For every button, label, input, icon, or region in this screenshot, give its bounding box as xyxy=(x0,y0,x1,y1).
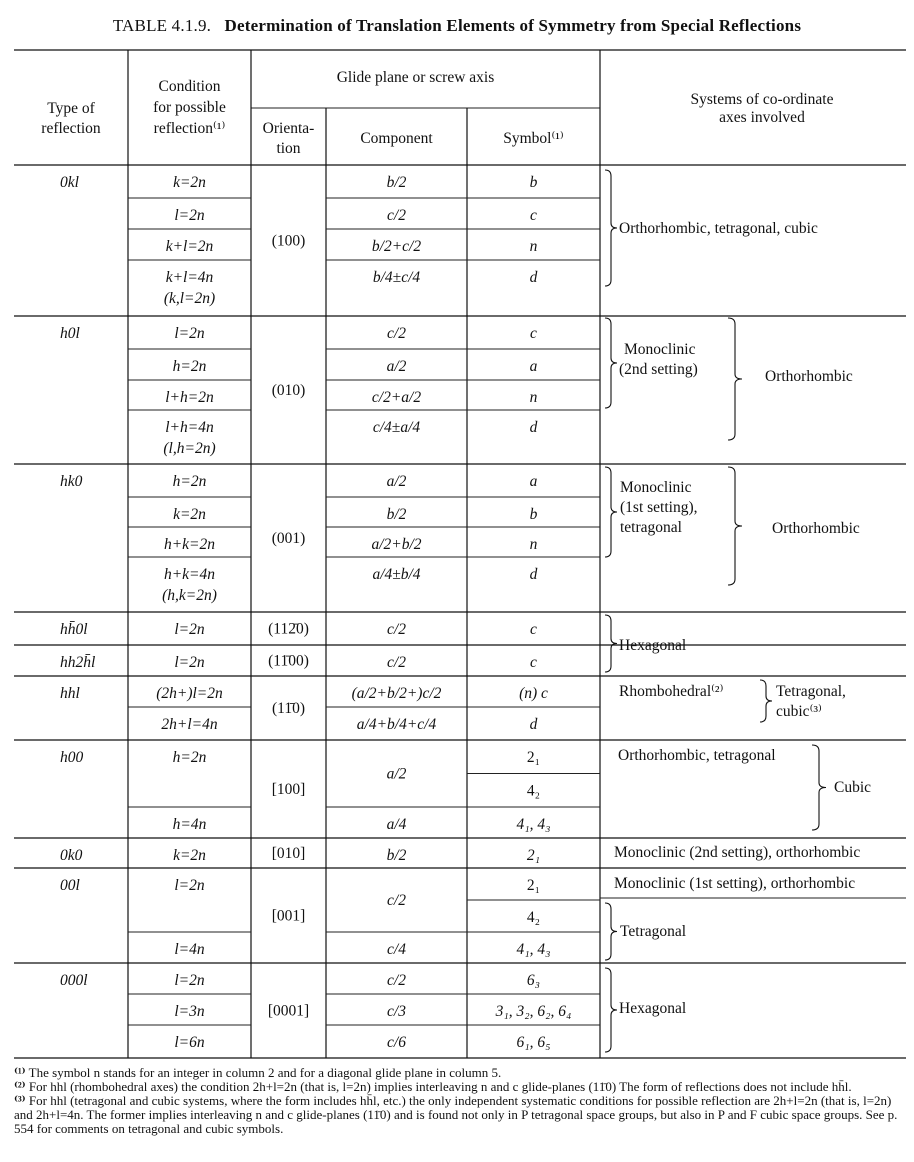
system-label: cubic⁽³⁾ xyxy=(776,703,822,720)
table-header xyxy=(41,69,833,157)
system-label: Orthorhombic, tetragonal xyxy=(618,747,776,764)
symbol: c xyxy=(530,207,537,224)
condition: k=2n xyxy=(173,506,206,523)
orientation: (010) xyxy=(271,382,306,399)
footnote-3: ⁽³⁾ For hhl (tetragonal and cubic systems, where the form includes hh̄l, etc.) the only independent systematic conditions for possible reflection are 2h+l=2n (that is, l=2n) and 2h+l=4n. The former implies interleaving n and c glide-planes (11̄0) and is found not only in P tetragonal space groups, but also in P and F cubic space groups. See p. 554 for comments on tetragonal and cubic symbols. xyxy=(14,1093,898,1136)
component: a/4±b/4 xyxy=(372,566,421,583)
condition: (l,h=2n) xyxy=(163,440,216,457)
condition: l=2n xyxy=(174,972,205,989)
component: b/2 xyxy=(386,506,407,523)
brace-hexagonal xyxy=(605,968,617,1052)
system-label: Tetragonal, xyxy=(776,683,846,700)
type-of-reflection: 000l xyxy=(60,972,88,989)
symbol: 2₁ xyxy=(526,749,541,766)
brace-tetragonal xyxy=(605,903,617,960)
system-label: Hexagonal xyxy=(619,1000,687,1017)
symbol: a xyxy=(529,473,538,490)
condition: k+l=4n xyxy=(165,269,214,286)
system-label: Rhombohedral⁽²⁾ xyxy=(619,683,724,700)
condition: h+k=4n xyxy=(163,566,216,583)
brace-cubic xyxy=(812,745,826,830)
condition: (k,l=2n) xyxy=(163,290,216,307)
symbol: 6₁, 6₅ xyxy=(516,1034,551,1051)
header-orientation: Orienta- xyxy=(262,120,315,137)
footnote-2: ⁽²⁾ For hhl (rhombohedral axes) the condition 2h+l=2n (that is, l=2n) implies interleaving n and c glide-planes (11̄0) The form of reflections does not include hh̄l. xyxy=(14,1079,852,1094)
condition: h=4n xyxy=(172,816,207,833)
symbol: c xyxy=(530,654,537,671)
component: a/2 xyxy=(386,358,407,375)
system-label: Tetragonal xyxy=(620,923,687,940)
condition: k+l=2n xyxy=(165,238,214,255)
symbol: d xyxy=(529,269,538,286)
condition: l=2n xyxy=(174,207,205,224)
component: c/4±a/4 xyxy=(372,419,421,436)
component: b/2+c/2 xyxy=(371,238,422,255)
orientation: (112̄0) xyxy=(268,620,309,638)
header-systems: axes involved xyxy=(719,109,805,126)
orientation: (11̄0) xyxy=(272,700,305,717)
component: b/4±c/4 xyxy=(372,269,421,286)
symbol: b xyxy=(529,174,538,191)
component: c/2 xyxy=(387,325,406,342)
type-of-reflection: hk0 xyxy=(60,473,83,490)
symbol: 4₁, 4₃ xyxy=(516,941,551,958)
symbol: 4₂ xyxy=(526,782,541,800)
condition: h=2n xyxy=(172,358,207,375)
orientation: [001] xyxy=(271,907,306,925)
brace-h0l xyxy=(728,318,742,440)
system-label: Monoclinic xyxy=(620,479,692,496)
system-label: Monoclinic xyxy=(624,341,696,358)
type-of-reflection: hhl xyxy=(60,685,80,702)
condition: h=2n xyxy=(172,473,207,490)
condition: (h,k=2n) xyxy=(162,587,217,604)
header-orientation: tion xyxy=(276,140,301,157)
brace-hk0 xyxy=(728,467,742,585)
header-symbol: Symbol⁽¹⁾ xyxy=(503,130,564,147)
component: c/2 xyxy=(387,972,406,989)
symbol: d xyxy=(529,419,538,436)
orientation: [010] xyxy=(271,845,306,862)
symbol: c xyxy=(530,325,537,342)
condition: k=2n xyxy=(173,174,206,191)
header-glide: Glide plane or screw axis xyxy=(336,69,495,86)
component: a/2+b/2 xyxy=(371,536,422,553)
symbol: 2₁ xyxy=(526,877,541,894)
symbol: b xyxy=(529,506,538,523)
brace-monoclinic xyxy=(605,467,617,557)
component: b/2 xyxy=(386,174,407,191)
symbol: d xyxy=(529,566,538,583)
type-of-reflection: h00 xyxy=(60,749,84,766)
type-of-reflection: 0k0 xyxy=(60,847,83,864)
component: a/4 xyxy=(386,816,407,833)
condition: (2h+)l=2n xyxy=(156,685,223,702)
system-label: tetragonal xyxy=(620,519,682,536)
header-condition: for possible xyxy=(153,99,226,116)
footnote-1: ⁽¹⁾ The symbol n stands for an integer in column 2 and for a diagonal glide plane in column 5. xyxy=(14,1065,502,1080)
type-of-reflection: h0l xyxy=(60,325,80,342)
type-of-reflection: hh2h̄l xyxy=(60,654,96,671)
component: c/2 xyxy=(387,621,406,638)
condition: l=2n xyxy=(174,325,205,342)
condition: l+h=4n xyxy=(165,419,214,436)
component: c/6 xyxy=(387,1034,406,1051)
symbol: 6₃ xyxy=(526,972,541,989)
brace-0kl xyxy=(605,170,617,286)
symbol: 4₁, 4₃ xyxy=(516,816,551,833)
system-label: Monoclinic (2nd setting), orthorhombic xyxy=(614,844,861,861)
component: c/3 xyxy=(387,1003,406,1020)
system-label: Orthorhombic xyxy=(772,520,860,537)
symbol: (n) c xyxy=(519,685,548,702)
system-label: Hexagonal xyxy=(619,637,687,654)
type-of-reflection: 0kl xyxy=(60,174,79,191)
symbol: d xyxy=(529,716,538,733)
header-condition: Condition xyxy=(158,78,221,95)
header-systems: Systems of co-ordinate xyxy=(690,91,834,108)
system-label: Orthorhombic xyxy=(765,368,853,385)
system-label: Cubic xyxy=(834,779,872,796)
footnotes xyxy=(14,1066,906,1136)
condition: l=6n xyxy=(174,1034,205,1051)
condition: l=2n xyxy=(174,877,205,894)
symbol: n xyxy=(529,238,538,255)
header-type: Type of xyxy=(47,100,95,117)
component: a/2 xyxy=(386,765,407,783)
component: c/4 xyxy=(387,941,406,958)
table-grid xyxy=(14,50,906,1058)
condition: l=2n xyxy=(174,654,205,671)
orientation: (11̄00) xyxy=(268,652,309,670)
system-label: Orthorhombic, tetragonal, cubic xyxy=(619,220,818,237)
system-label: (2nd setting) xyxy=(619,361,698,378)
system-label: Monoclinic (1st setting), orthorhombic xyxy=(614,875,856,892)
system-label: (1st setting), xyxy=(620,499,698,516)
brace-monoclinic xyxy=(605,318,617,408)
type-of-reflection: 00l xyxy=(60,877,80,894)
symbol: 3₁, 3₂, 6₂, 6₄ xyxy=(495,1003,572,1020)
component: c/2 xyxy=(387,654,406,671)
component: b/2 xyxy=(386,847,407,864)
condition: 2h+l=4n xyxy=(161,716,218,733)
symbol: 2₁ xyxy=(526,847,541,864)
component: c/2+a/2 xyxy=(371,389,422,406)
condition: l=3n xyxy=(174,1003,205,1020)
component: c/2 xyxy=(387,892,406,909)
symbol: c xyxy=(530,621,537,638)
condition: l=2n xyxy=(174,621,205,638)
condition: h=2n xyxy=(172,749,207,766)
condition: h+k=2n xyxy=(163,536,216,553)
table-body xyxy=(60,170,871,1052)
symbol: a xyxy=(529,358,538,375)
header-component: Component xyxy=(360,130,433,147)
condition: l=4n xyxy=(174,941,205,958)
component: c/2 xyxy=(387,207,406,224)
orientation: (100) xyxy=(271,232,306,250)
component: a/2 xyxy=(386,473,407,490)
component: (a/2+b/2+)c/2 xyxy=(351,685,442,702)
table-caption: Determination of Translation Elements of Symmetry from Special Reflections xyxy=(224,16,802,35)
condition: l+h=2n xyxy=(165,389,214,406)
type-of-reflection: hh̄0l xyxy=(60,621,88,638)
brace-tetragonal xyxy=(760,680,772,722)
condition: k=2n xyxy=(173,847,206,864)
symbol: n xyxy=(529,536,538,553)
orientation: (001) xyxy=(271,530,306,547)
header-condition: reflection⁽¹⁾ xyxy=(153,120,226,137)
symbol: 4₂ xyxy=(526,909,541,926)
symbol: n xyxy=(529,389,538,406)
orientation: [0001] xyxy=(267,1002,310,1020)
table-number: TABLE 4.1.9. xyxy=(112,16,212,35)
orientation: [100] xyxy=(271,781,306,798)
component: a/4+b/4+c/4 xyxy=(356,716,437,733)
header-type: reflection xyxy=(41,120,101,137)
brace-hexagonal xyxy=(605,615,617,672)
